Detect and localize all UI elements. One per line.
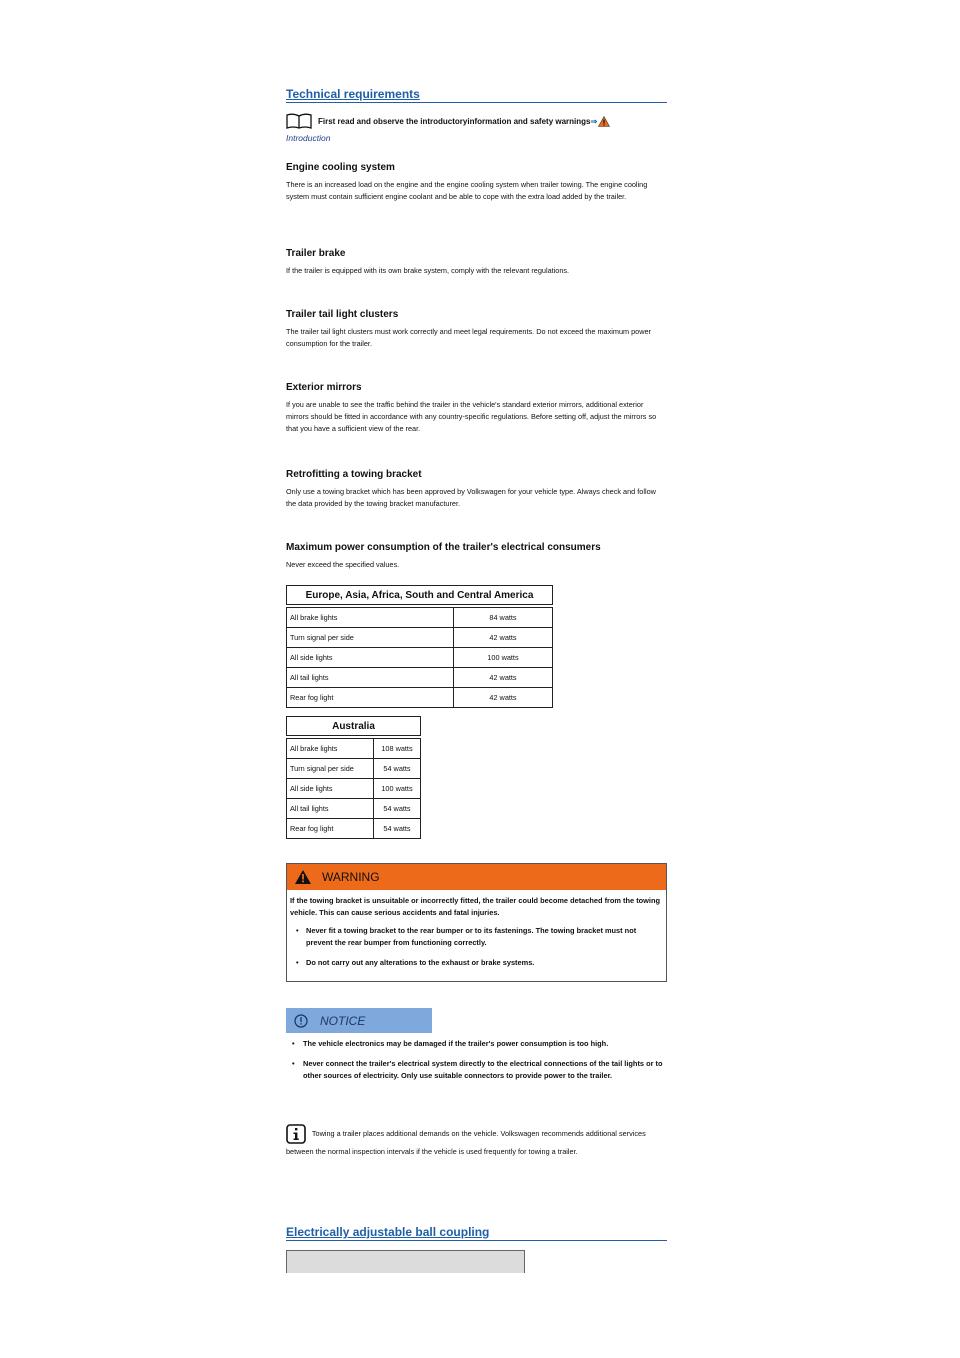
table-row	[287, 688, 553, 708]
notice-list	[286, 1038, 667, 1090]
table-row	[287, 759, 421, 779]
intro-text: First read and observe the introductoryinformation and safety warnings	[318, 116, 591, 126]
warning-body	[287, 890, 666, 969]
table-row	[287, 799, 421, 819]
text-max-power: Never exceed the specified values.	[286, 560, 400, 569]
warning-box	[286, 863, 667, 982]
table-row	[287, 648, 553, 668]
warning-list	[290, 925, 662, 969]
arrow-glyph: ⇒	[590, 116, 598, 126]
row-value: 54 watts	[374, 799, 421, 819]
text-engine-cooling: There is an increased load on the engine and the engine cooling system when trailer towing. The engine cooling system must contain sufficient engine coolant and be able to cope with the extra load added by the trailer.	[286, 180, 648, 201]
book-icon	[286, 113, 312, 129]
table-row	[287, 628, 553, 648]
warning-triangle-icon[interactable]	[598, 116, 610, 127]
row-value: 54 watts	[374, 759, 421, 779]
notice-title: NOTICE	[320, 1013, 366, 1028]
power-table-europe	[286, 585, 553, 708]
text-trailer-brake: If the trailer is equipped with its own brake system, comply with the relevant regulations.	[286, 266, 570, 275]
row-label: All tail lights	[287, 799, 374, 819]
section-title-technical-requirements: Technical requirements	[286, 87, 667, 103]
table-row	[287, 739, 421, 759]
info-text: Towing a trailer places additional demands on the vehicle. Volkswagen recommends additional services between the normal inspection intervals if the vehicle is used frequently for towing a trailer.	[286, 1128, 646, 1156]
intro-note	[286, 113, 667, 143]
info-icon	[286, 1124, 306, 1144]
warning-title: WARNING	[322, 870, 380, 884]
notice-header	[286, 1008, 432, 1033]
row-value: 54 watts	[374, 819, 421, 839]
list-item: • The vehicle electronics may be damaged if the trailer's power consumption is too high.	[286, 1038, 667, 1050]
heading-max-power: Maximum power consumption of the trailer's electrical consumers	[286, 542, 601, 553]
power-table-australia	[286, 716, 421, 839]
warning-triangle-icon	[294, 869, 312, 885]
table-header: Europe, Asia, Africa, South and Central America	[287, 586, 553, 605]
heading-exterior-mirrors: Exterior mirrors	[286, 382, 362, 393]
row-label: All tail lights	[287, 668, 454, 688]
row-label: All brake lights	[287, 739, 374, 759]
text-exterior-mirrors: If you are unable to see the traffic behind the trailer in the vehicle's standard exterior mirrors, additional exterior mirrors should be fitted in accordance with any country-specific regulations. Before setting off, adjust the mirrors so that you have a sufficient view of the rear.	[286, 400, 657, 433]
introduction-link[interactable]: Introduction	[286, 133, 331, 143]
text-tail-light-clusters: The trailer tail light clusters must work correctly and meet legal requirements. Do not exceed the maximum power consumption for the trailer.	[286, 327, 651, 348]
row-label: Turn signal per side	[287, 628, 454, 648]
row-label: All brake lights	[287, 608, 454, 628]
figure-image	[286, 1250, 525, 1273]
warning-header	[287, 864, 666, 890]
row-label: Rear fog light	[287, 819, 374, 839]
heading-trailer-brake: Trailer brake	[286, 248, 346, 259]
row-value: 42 watts	[454, 668, 553, 688]
row-label: All side lights	[287, 648, 454, 668]
exclamation-circle-icon	[294, 1014, 308, 1028]
heading-tail-light-clusters: Trailer tail light clusters	[286, 309, 399, 320]
section-title-ball-coupling: Electrically adjustable ball coupling	[286, 1225, 667, 1241]
table-row	[287, 819, 421, 839]
row-label: Rear fog light	[287, 688, 454, 708]
row-value: 84 watts	[454, 608, 553, 628]
text-retrofitting: Only use a towing bracket which has been approved by Volkswagen for your vehicle type. Always check and follow the data provided by the towing bracket manufacturer.	[286, 487, 656, 508]
heading-engine-cooling: Engine cooling system	[286, 162, 395, 173]
table-header: Australia	[287, 717, 421, 736]
heading-retrofitting: Retrofitting a towing bracket	[286, 469, 422, 480]
row-value: 42 watts	[454, 688, 553, 708]
table-row	[287, 779, 421, 799]
row-value: 42 watts	[454, 628, 553, 648]
row-label: Turn signal per side	[287, 759, 374, 779]
row-value: 100 watts	[374, 779, 421, 799]
row-label: All side lights	[287, 779, 374, 799]
list-item: • Do not carry out any alterations to the exhaust or brake systems.	[290, 957, 662, 969]
row-value: 108 watts	[374, 739, 421, 759]
warning-intro: If the towing bracket is unsuitable or incorrectly fitted, the trailer could become detached from the towing vehicle. This can cause serious accidents and fatal injuries.	[290, 896, 660, 917]
list-item: • Never fit a towing bracket to the rear bumper or to its fastenings. The towing bracket must not prevent the rear bumper from functioning correctly.	[290, 925, 662, 949]
table-row	[287, 608, 553, 628]
row-value: 100 watts	[454, 648, 553, 668]
info-note	[286, 1124, 667, 1160]
table-row	[287, 668, 553, 688]
list-item: • Never connect the trailer's electrical system directly to the electrical connections of the tail lights or to other sources of electricity. Only use suitable connectors to provide power to the trailer.	[286, 1058, 667, 1082]
